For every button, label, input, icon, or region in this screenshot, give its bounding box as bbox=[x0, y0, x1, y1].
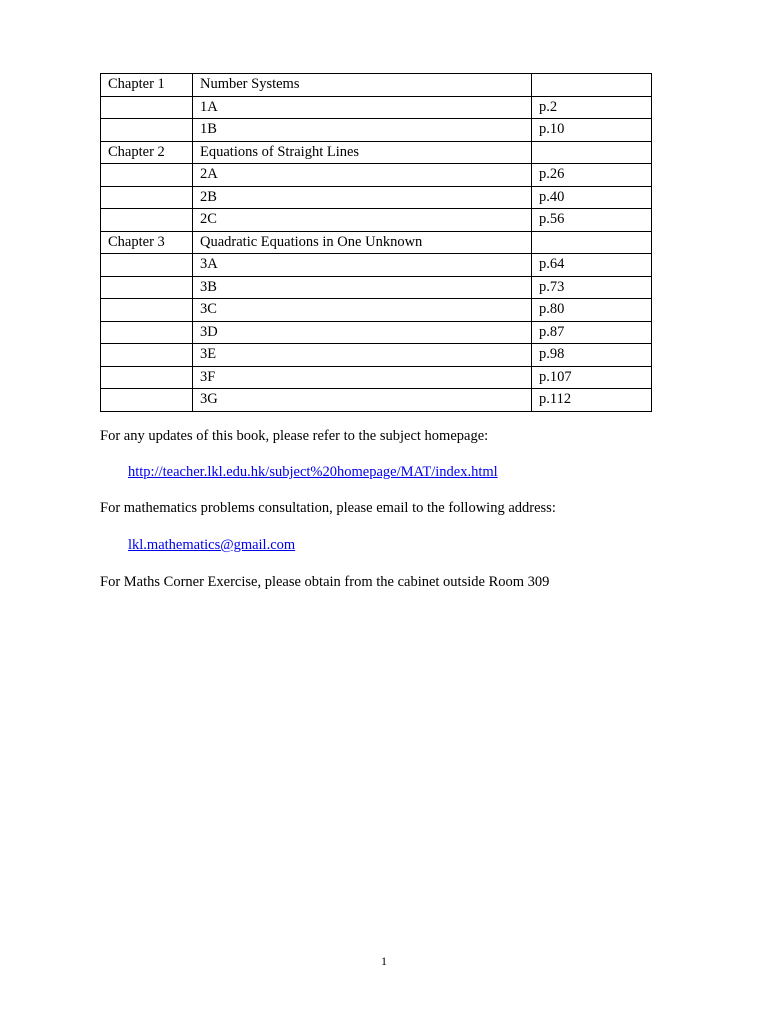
table-row bbox=[101, 74, 652, 97]
page-ref-cell bbox=[532, 231, 652, 254]
table-row bbox=[101, 321, 652, 344]
chapter-cell bbox=[101, 209, 193, 232]
section-cell: 2B bbox=[193, 186, 532, 209]
page-ref-cell: p.112 bbox=[532, 389, 652, 412]
section-cell: 3D bbox=[193, 321, 532, 344]
section-cell: 1B bbox=[193, 119, 532, 142]
table-row bbox=[101, 141, 652, 164]
page-number: 1 bbox=[381, 954, 387, 968]
homepage-link[interactable]: http://teacher.lkl.edu.hk/subject%20homepage/MAT/index.html bbox=[128, 464, 498, 480]
section-cell: 2C bbox=[193, 209, 532, 232]
contents-table bbox=[100, 73, 652, 412]
table-row bbox=[101, 299, 652, 322]
table-row bbox=[101, 209, 652, 232]
table-row bbox=[101, 389, 652, 412]
section-cell: Number Systems bbox=[193, 74, 532, 97]
section-cell: 3A bbox=[193, 254, 532, 277]
table-row bbox=[101, 254, 652, 277]
chapter-cell bbox=[101, 186, 193, 209]
page-ref-cell: p.64 bbox=[532, 254, 652, 277]
page-ref-cell: p.73 bbox=[532, 276, 652, 299]
page-ref-cell: p.10 bbox=[532, 119, 652, 142]
page-ref-cell: p.56 bbox=[532, 209, 652, 232]
section-cell: 3B bbox=[193, 276, 532, 299]
page-ref-cell: p.98 bbox=[532, 344, 652, 367]
page-ref-cell: p.87 bbox=[532, 321, 652, 344]
chapter-cell bbox=[101, 299, 193, 322]
chapter-cell: Chapter 2 bbox=[101, 141, 193, 164]
page-ref-cell: p.26 bbox=[532, 164, 652, 187]
page-ref-cell: p.107 bbox=[532, 366, 652, 389]
contents-table-body bbox=[101, 74, 652, 412]
section-cell: Quadratic Equations in One Unknown bbox=[193, 231, 532, 254]
table-row bbox=[101, 119, 652, 142]
section-cell: 3E bbox=[193, 344, 532, 367]
maths-corner-text: For Maths Corner Exercise, please obtain from the cabinet outside Room 309 bbox=[100, 574, 550, 590]
chapter-cell: Chapter 1 bbox=[101, 74, 193, 97]
chapter-cell bbox=[101, 119, 193, 142]
chapter-cell bbox=[101, 96, 193, 119]
section-cell: 3F bbox=[193, 366, 532, 389]
chapter-cell bbox=[101, 389, 193, 412]
page-ref-cell: p.80 bbox=[532, 299, 652, 322]
chapter-cell bbox=[101, 321, 193, 344]
section-cell: 2A bbox=[193, 164, 532, 187]
table-row bbox=[101, 231, 652, 254]
consultation-text: For mathematics problems consultation, please email to the following address: bbox=[100, 500, 556, 516]
section-cell: 3C bbox=[193, 299, 532, 322]
page-ref-cell bbox=[532, 74, 652, 97]
page-ref-cell: p.2 bbox=[532, 96, 652, 119]
table-row bbox=[101, 344, 652, 367]
chapter-cell bbox=[101, 366, 193, 389]
section-cell: 3G bbox=[193, 389, 532, 412]
email-link[interactable]: lkl.mathematics@gmail.com bbox=[128, 537, 296, 553]
chapter-cell bbox=[101, 276, 193, 299]
chapter-cell bbox=[101, 254, 193, 277]
chapter-cell: Chapter 3 bbox=[101, 231, 193, 254]
page-ref-cell bbox=[532, 141, 652, 164]
table-row bbox=[101, 186, 652, 209]
chapter-cell bbox=[101, 164, 193, 187]
section-cell: Equations of Straight Lines bbox=[193, 141, 532, 164]
section-cell: 1A bbox=[193, 96, 532, 119]
page-ref-cell: p.40 bbox=[532, 186, 652, 209]
table-row bbox=[101, 276, 652, 299]
chapter-cell bbox=[101, 344, 193, 367]
updates-text: For any updates of this book, please refer to the subject homepage: bbox=[100, 428, 489, 444]
table-row bbox=[101, 96, 652, 119]
table-row bbox=[101, 164, 652, 187]
table-row bbox=[101, 366, 652, 389]
